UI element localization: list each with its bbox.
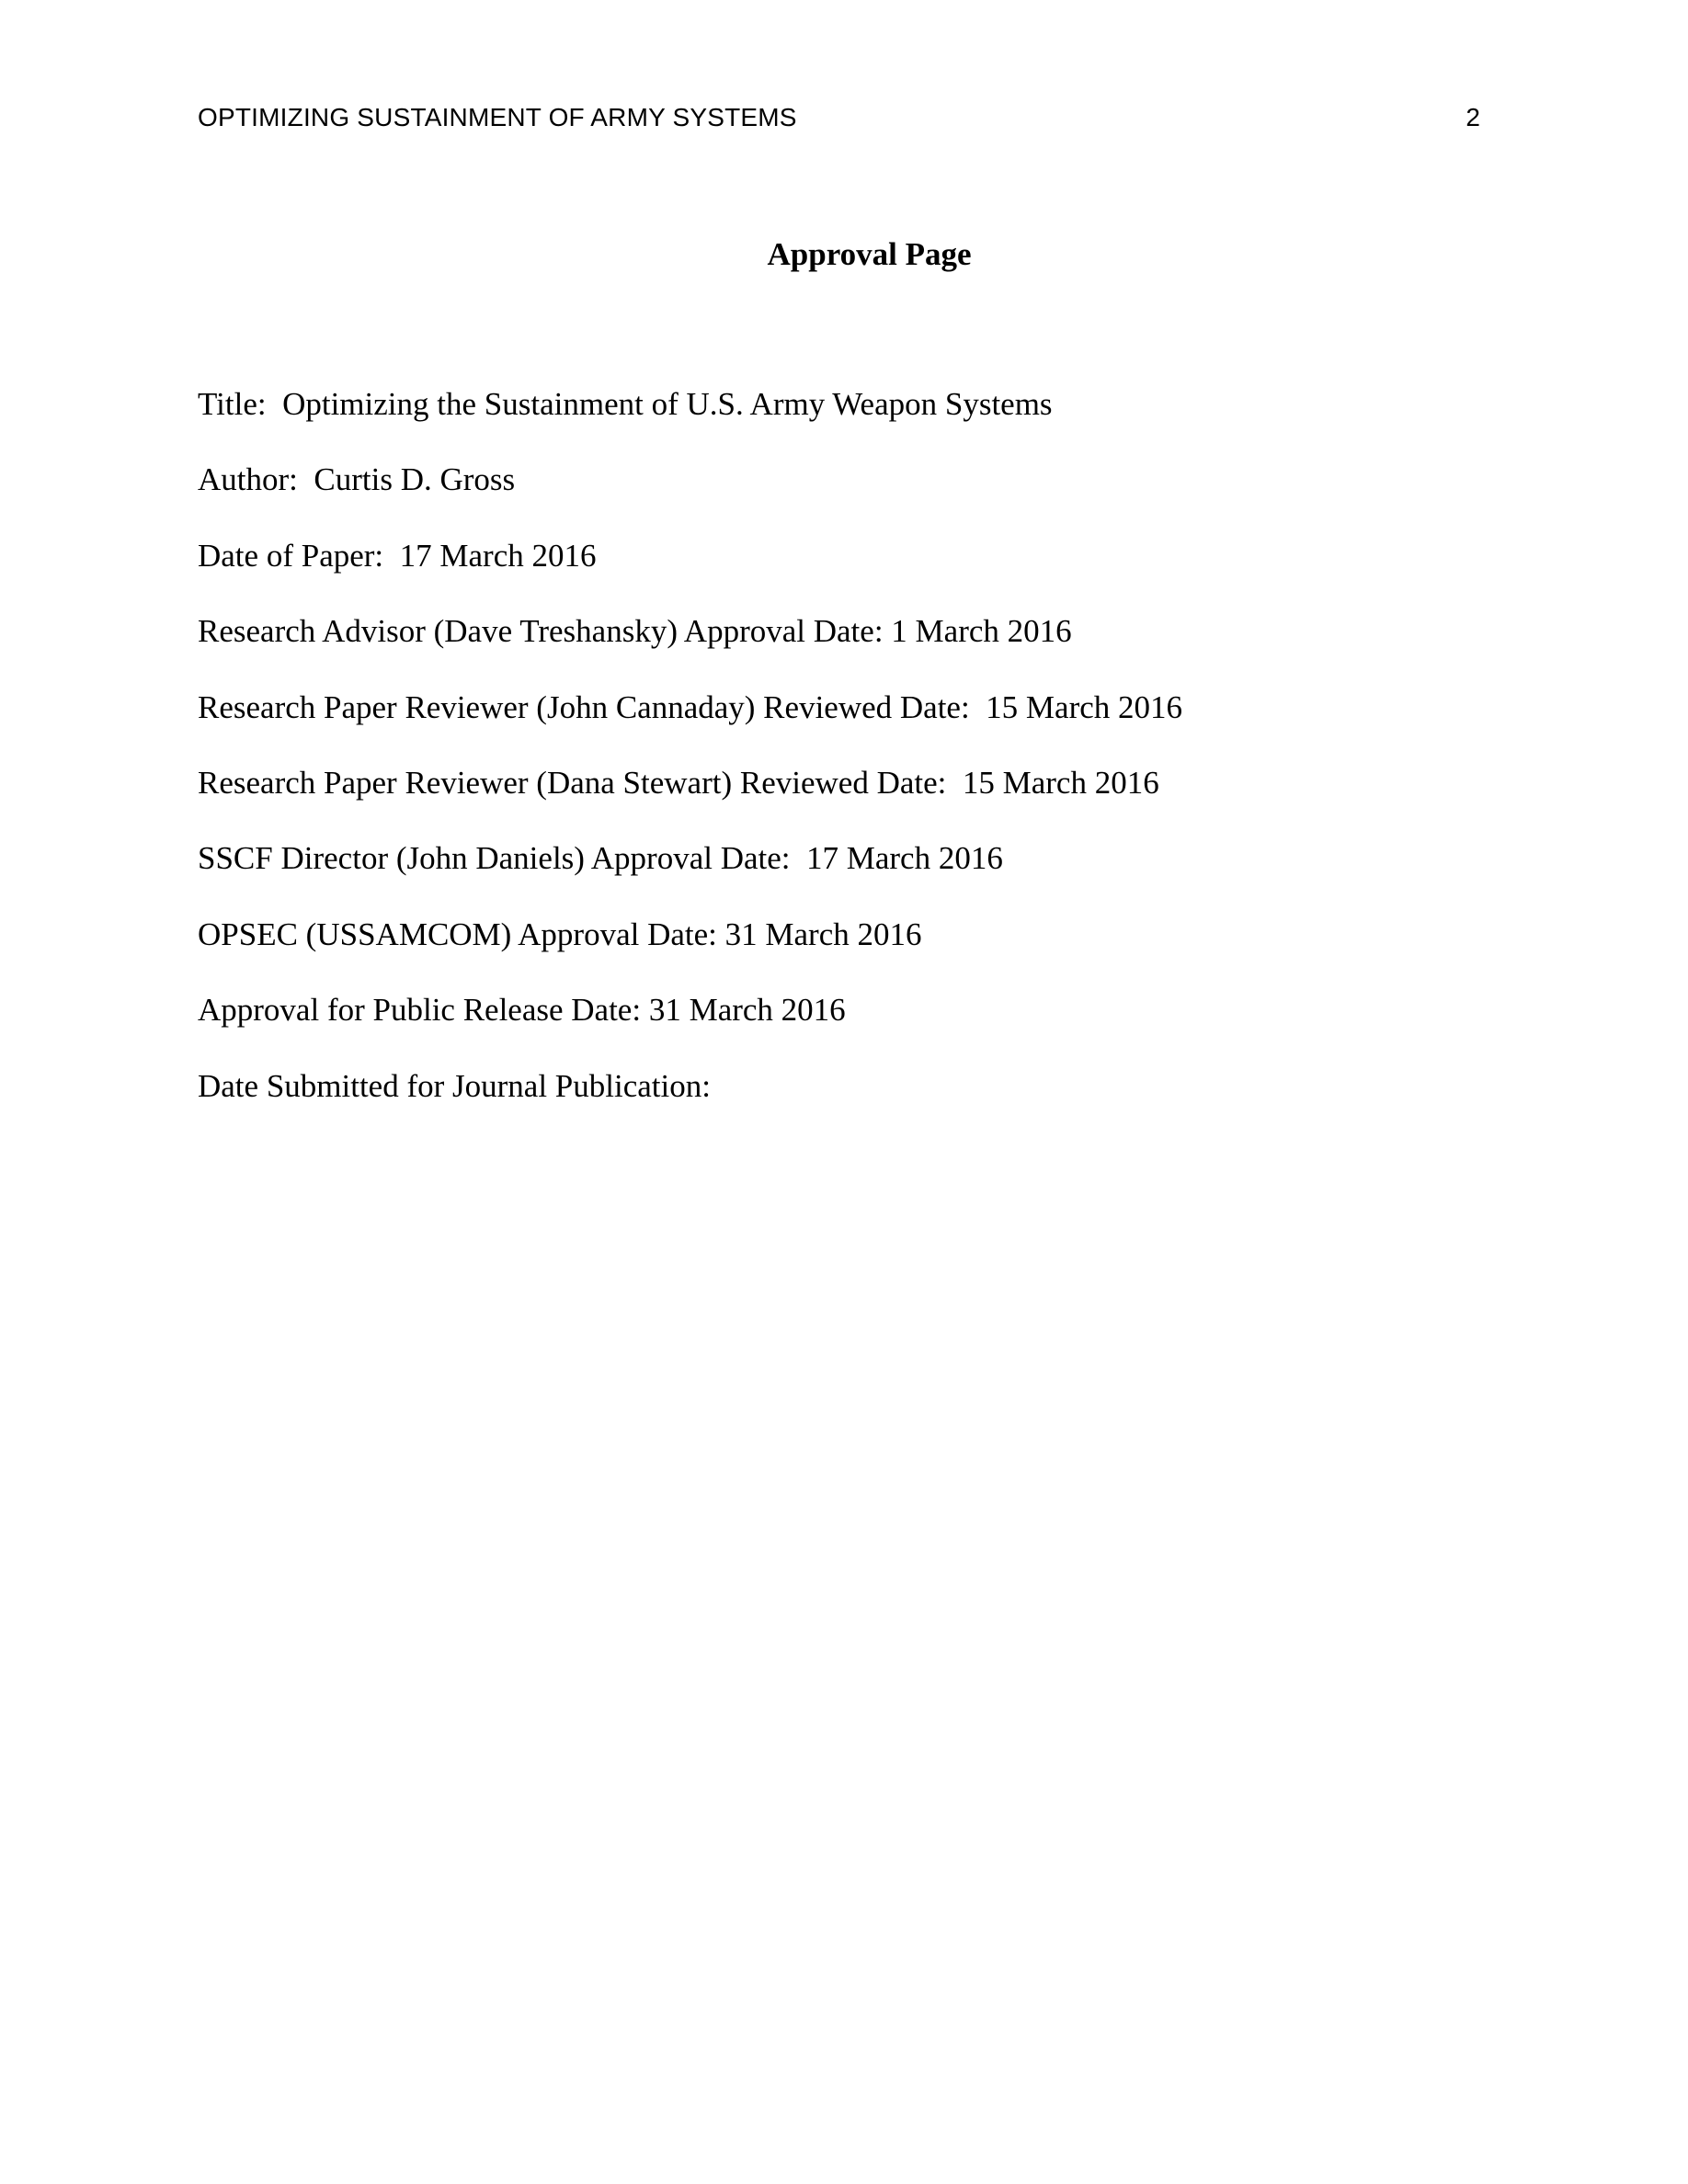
field-title: Title: Optimizing the Sustainment of U.S. Army Weapon Systems	[198, 386, 1053, 422]
field-date-of-paper: Date of Paper: 17 March 2016	[198, 537, 597, 574]
field-public-release-approval: Approval for Public Release Date: 31 March 2016	[198, 992, 846, 1029]
field-journal-submission-date: Date Submitted for Journal Publication:	[198, 1067, 711, 1104]
field-opsec-approval: OPSEC (USSAMCOM) Approval Date: 31 March 2016	[198, 916, 922, 952]
field-reviewer-stewart: Research Paper Reviewer (Dana Stewart) Reviewed Date: 15 March 2016	[198, 764, 1159, 801]
field-sscf-director-approval: SSCF Director (John Daniels) Approval Date: 17 March 2016	[198, 840, 1003, 877]
approval-fields-list	[198, 384, 1485, 1142]
field-author: Author: Curtis D. Gross	[198, 461, 516, 498]
page-heading: Approval Page	[767, 236, 972, 272]
page-number: 2	[1466, 103, 1480, 131]
field-research-advisor-approval: Research Advisor (Dave Treshansky) Approval Date: 1 March 2016	[198, 613, 1072, 650]
running-head: OPTIMIZING SUSTAINMENT OF ARMY SYSTEMS	[198, 103, 797, 131]
field-reviewer-cannaday: Research Paper Reviewer (John Cannaday) Reviewed Date: 15 March 2016	[198, 688, 1183, 725]
